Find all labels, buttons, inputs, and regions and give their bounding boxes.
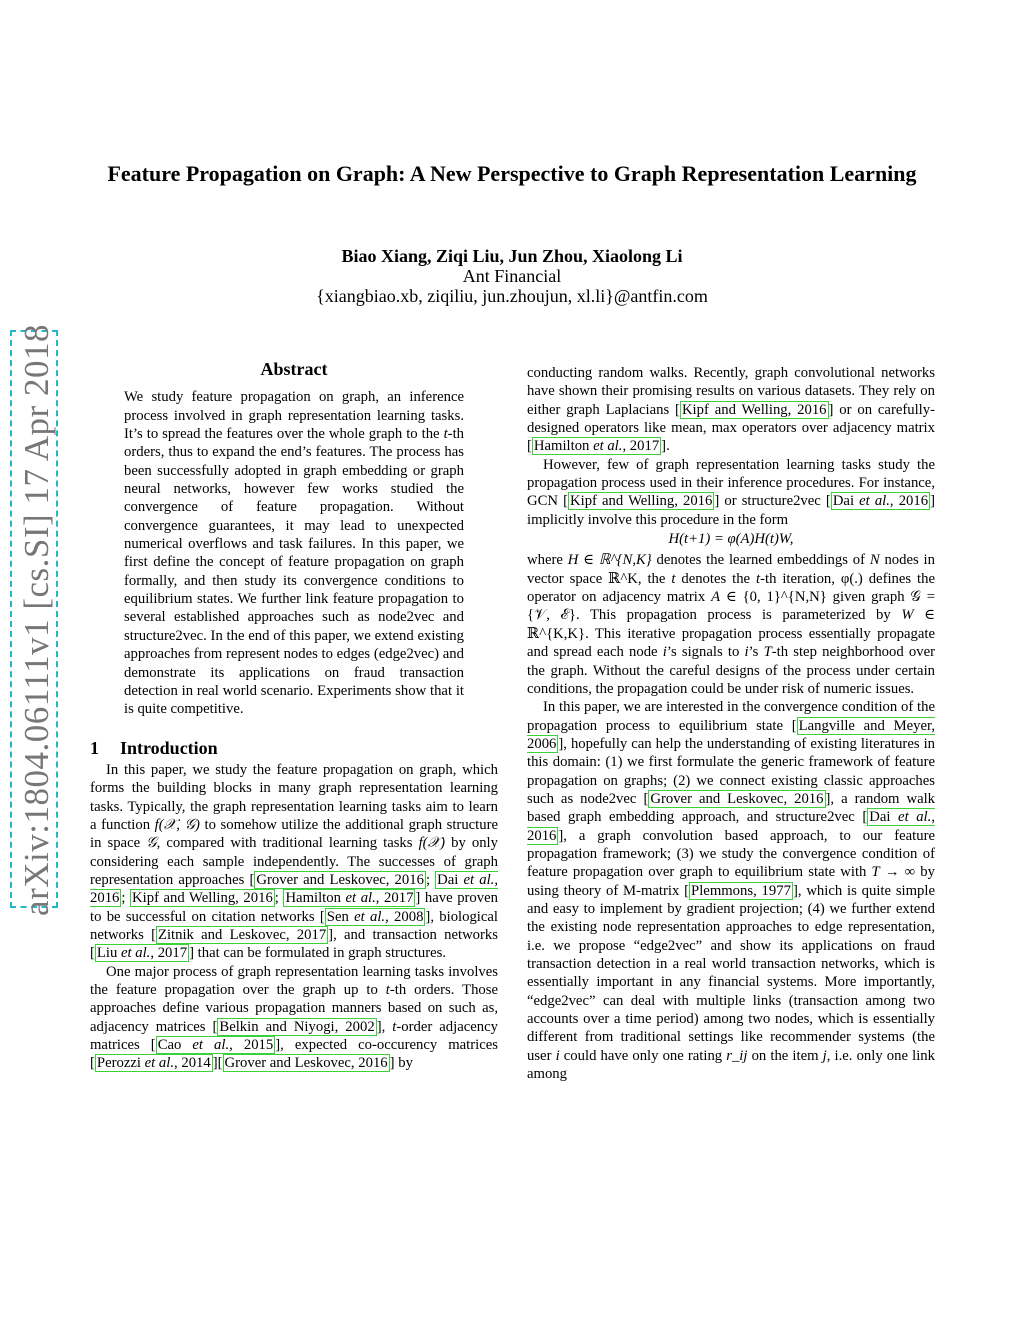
citation-link[interactable]: Dai et al., 2016: [90, 871, 498, 907]
citation-link[interactable]: Sen et al., 2008: [326, 908, 424, 925]
citation-link[interactable]: Grover and Leskovec, 2016: [650, 790, 824, 807]
right-paragraph-1: conducting random walks. Recently, graph convolutional networks have shown their promising results on various datasets. They rely on either graph Laplacians [ Kipf and Welling, 2016 ] or on carefully-designed operators like mean, max operators over adjacency matrix [ Hamilton et al., 2017 ].: [527, 365, 935, 455]
left-column: [90, 360, 498, 1073]
citation-link[interactable]: Dai et al., 2016: [832, 493, 929, 510]
citation-link[interactable]: Cao et al., 2015: [157, 1037, 274, 1054]
intro-paragraph-2: One major process of graph representation learning tasks involves the feature propagation over the graph up to t-th orders. Those approaches define various propagation manners based on such as, adjacency matrices [ Belkin and Niyogi, 2002 ], t-order adjacency matrices [ Cao et al., 2015 ], expected co-occurency matrices [ Perozzi et al., 2014 ][ Grover and Leskovec, 2016 ] by: [90, 963, 498, 1072]
citation-link[interactable]: Hamilton et al., 2017: [285, 890, 414, 907]
citation-link[interactable]: Hamilton et al., 2017: [533, 438, 660, 455]
citation-link[interactable]: Plemmons, 1977: [691, 882, 791, 899]
citation-link[interactable]: Dai et al., 2016: [527, 809, 935, 844]
abstract-body: We study feature propagation on graph, an inference process involved in graph representation learning tasks. It’s to spread the features over the whole graph to the t-th orders, thus to expand the end’s features. The process has been successfully adopted in graph embedding or graph neural networks, however few works studied the convergence of feature propagation. Without convergence guarantees, it may lead to unexpected numerical overflows and task failures. In this paper, we first define the concept of feature propagation on graph formally, and then study its convergence conditions to equilibrium states. We further link feature propagation to several established approaches such as node2vec and structure2vec. In the end of this paper, we extend existing approaches from represent nodes to edges (edge2vec) and demonstrate its applications on fraud transaction detection in real world scenario. Experiments show that it is quite competitive.: [124, 389, 464, 718]
right-paragraph-4: In this paper, we are interested in the convergence condition of the propagation process to equilibrium state [ Langville and Meyer, 2006 ], hopefully can help the understanding of existing literatures in this domain: (1) we first formulate the generic framework of feature propagation on graphs; (2) we connect existing classic approaches such as node2vec [ Grover and Leskovec, 2016 ], a random walk based graph embedding approach, and structure2vec [ Dai et al., 2016 ], a graph convolution based approach, to our feature propagation framework; (3) we study the convergence condition of feature propagation over graph to equilibrium state with T → ∞ by using theory of M-matrix [ Plemmons, 1977 ], which is quite simple and easy to implement by gradient projection; (4) we further extend the existing node representation approaches to edge representation, i.e. we propose “edge2vec” and show its applications on fraud transaction detection in a real world transaction networks, which is essentially important in any financial systems. More importantly, “edge2vec” can deal with multiple links (transaction among two accounts over a time period) among two nodes, which is essentially different from traditional settings like recommender systems (the user i could have only one rating r_ij on the item j, i.e. only one link among: [527, 699, 936, 1083]
affiliation: Ant Financial: [462, 266, 562, 286]
citation-link[interactable]: Langville and Meyer, 2006: [527, 717, 936, 752]
citation-link[interactable]: Zitnik and Leskovec, 2017: [158, 926, 327, 943]
right-paragraph-3: where H ∈ ℝ^{N,K} denotes the learned embeddings of N nodes in vector space ℝ^K, the t denotes the t-th iteration, φ(.) defines the operator on adjacency matrix A ∈ {0, 1}^{N,N} given graph 𝒢 = {𝒱, ℰ}. This propagation process is parameterized by W ∈ ℝ^{K,K}. This iterative propagation process essentially propagate and spread each node i’s signals to i’s T-th step neighborhood over the graph. Without the careful designs of the process under certain conditions, the propagation could be under risk of numeric issues.: [527, 552, 935, 697]
right-column: [527, 364, 935, 1083]
equation-propagation: H(t+1) = φ(A)H(t)W,: [668, 531, 794, 548]
author-names: Biao Xiang, Ziqi Liu, Jun Zhou, Xiaolong Li: [341, 246, 683, 266]
citation-link[interactable]: Kipf and Welling, 2016: [132, 890, 273, 907]
citation-link[interactable]: Belkin and Niyogi, 2002: [219, 1018, 375, 1035]
intro-paragraph-1: In this paper, we study the feature propagation on graph, which forms the building blocks in many graph representation learning tasks. Typically, the graph representation learning tasks aim to learn a function f(𝒳, 𝒢) to somehow utilize the additional graph structure in space 𝒢, compared with traditional learning tasks f(𝒳) by only considering each sample independently. The successes of graph representation approaches [ Grover and Leskovec, 2016 ; Dai et al., 2016 ; Kipf and Welling, 2016 ; Hamilton et al., 2017 ] have proven to be successful on citation networks [ Sen et al., 2008 ], biological networks [ Zitnik and Leskovec, 2017 ], and transaction networks [ Liu et al., 2017 ] that can be formulated in graph structures.: [90, 761, 499, 962]
abstract-heading: Abstract: [260, 359, 328, 379]
citation-link[interactable]: Grover and Leskovec, 2016: [224, 1055, 388, 1072]
citation-link[interactable]: Kipf and Welling, 2016: [681, 401, 827, 418]
citation-link[interactable]: Perozzi et al., 2014: [96, 1055, 211, 1072]
author-emails: {xiangbiao.xb, ziqiliu, jun.zhoujun, xl.li}@antfin.com: [316, 286, 708, 306]
author-block: [100, 246, 924, 306]
right-paragraph-2: However, few of graph representation learning tasks study the propagation process used in their inference procedures. For instance, GCN [ Kipf and Welling, 2016 ] or structure2vec [ Dai et al., 2016 ] implicitly involve this procedure in the form: [527, 456, 935, 528]
arxiv-identifier[interactable]: arXiv:1804.06111v1 [cs.SI] 17 Apr 2018: [17, 324, 56, 916]
citation-link[interactable]: Grover and Leskovec, 2016: [256, 871, 424, 888]
citation-link[interactable]: Kipf and Welling, 2016: [570, 493, 713, 510]
section-heading-introduction: 1 Introduction: [90, 737, 218, 758]
paper-title: Feature Propagation on Graph: A New Perspective to Graph Representation Learning: [107, 161, 917, 186]
citation-link[interactable]: Liu et al., 2017: [96, 945, 188, 962]
arxiv-sidebar[interactable]: [10, 324, 64, 916]
